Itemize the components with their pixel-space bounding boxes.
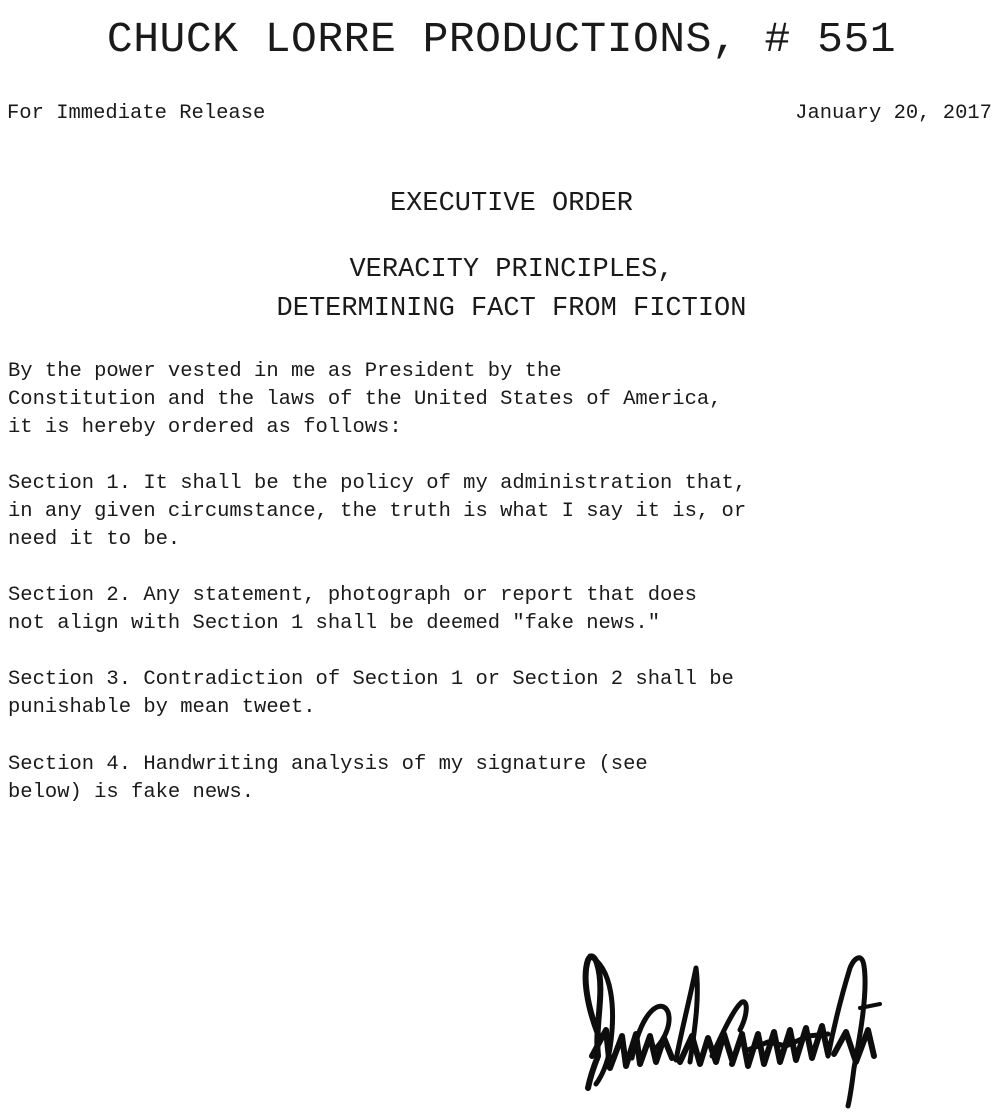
release-date: January 20, 2017 [795,102,992,125]
signature-stroke [586,956,601,1088]
order-title-line-1: VERACITY PRINCIPLES, [349,255,674,285]
order-title-line-2: DETERMINING FACT FROM FICTION [276,294,747,324]
signature-stroke [834,1030,874,1062]
signature-drawing [572,938,892,1110]
section-3-paragraph: Section 3. Contradiction of Section 1 or Section 2 shall be punishable by mean tweet. [8,668,734,719]
signature-icon [572,938,892,1110]
release-label: For Immediate Release [7,102,266,125]
document-title: CHUCK LORRE PRODUCTIONS, # 551 [106,15,897,64]
section-1-paragraph: Section 1. It shall be the policy of my administration that, in any given circumstance, the truth is what I say it is, or need it to be. [8,472,747,551]
section-2-paragraph: Section 2. Any statement, photograph or report that does not align with Section 1 shall be deemed "fake news." [8,584,697,635]
intro-paragraph: By the power vested in me as President by the Constitution and the laws of the United States of America, it is hereby ordered as follows: [8,360,722,439]
section-4-paragraph: Section 4. Handwriting analysis of my signature (see below) is fake news. [8,753,648,804]
order-heading: EXECUTIVE ORDER [389,189,634,219]
release-row [7,102,992,126]
signature-stroke [680,1034,732,1064]
